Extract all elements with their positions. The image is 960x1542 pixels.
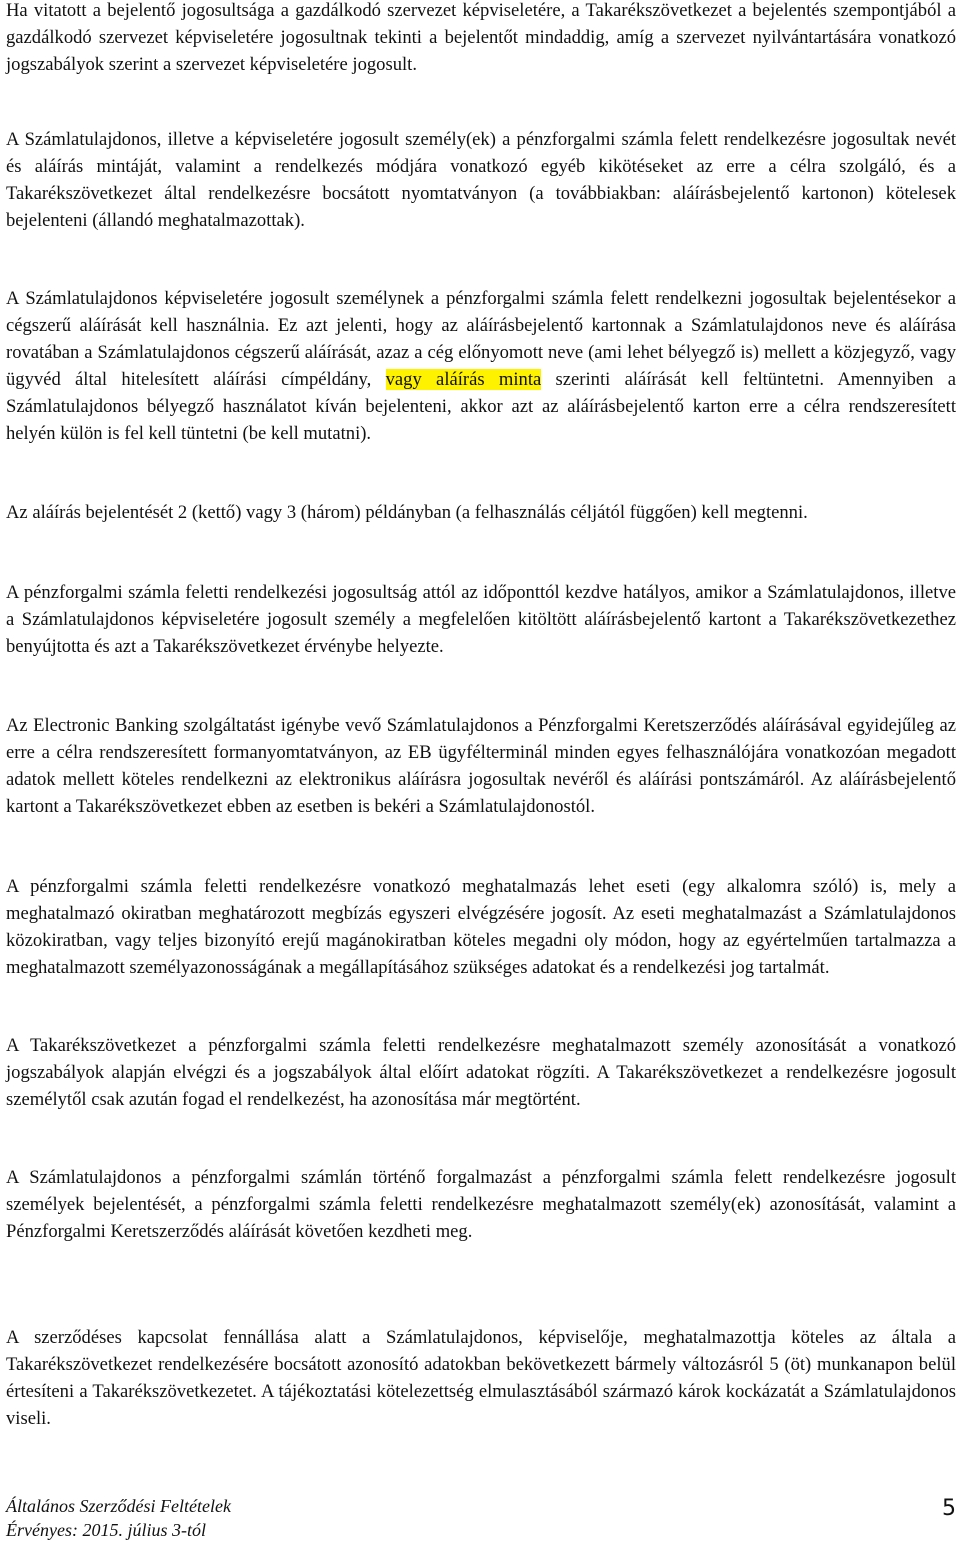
paragraph-start-of-transactions: A Számlatulajdonos a pénzforgalmi számlán történő forgalmazást a pénzforgalmi számla felett rendelkezésre jogosult személyek bejelentését, a pénzforgalmi számla feletti rendelkezésre meghatalmazott személy(ek) azonosítását, valamint a Pénzforgalmi Keretszerződés aláírását követően kezdheti meg. <box>6 1167 956 1242</box>
page-footer <box>6 1494 231 1542</box>
paragraph-change-notification: A szerződéses kapcsolat fennállása alatt a Számlatulajdonos, képviselője, meghatalmazottja köteles az általa a Takarékszövetkezet rendelkezésére bocsátott azonosító adatokban bekövetkezett bármely változásról 5 (öt) munkanapon belül értesíteni a Takarékszövetkezetet. A tájékoztatási kötelezettség elmulasztásából származó károk kockázatát a Számlatulajdonos viseli. <box>6 1327 956 1429</box>
paragraph-identification: A Takarékszövetkezet a pénzforgalmi számla feletti rendelkezésre meghatalmazott személy azonosítását a vonatkozó jogszabályok alapján elvégzi és a jogszabályok által előírt adatokat rögzíti. A Takarékszövetkezet a rendelkezésre jogosult személytől csak azután fogad el rendelkezést, ha azonosítása már megtörtént. <box>6 1035 956 1110</box>
paragraph-company-signature <box>6 286 956 447</box>
paragraph-representation-dispute: Ha vitatott a bejelentő jogosultsága a gazdálkodó szervezet képviseletére, a Takarékszövetkezet a bejelentés szempontjából a gazdálkodó szervezet képviseletére jogosultnak tekinti a bejelentőt mindaddig, amíg a szervezet nyilvántartására vonatkozó jogszabályok szerint a szervezet képviseletére jogosult. <box>6 0 956 75</box>
footer-document-title: Általános Szerződési Feltételek <box>6 1496 231 1516</box>
paragraph-signature-specimen: A Számlatulajdonos, illetve a képviseletére jogosult személy(ek) a pénzforgalmi számla felett rendelkezésre jogosultak nevét és aláírás mintáját, valamint a rendelkezés módjára vonatkozó egyéb kikötéseket az erre a célra szolgáló, és a Takarékszövetkezet által rendelkezésre bocsátott nyomtatványon (a továbbiakban: aláírásbejelentő kartonon) kötelesek bejelenteni (állandó meghatalmazottak). <box>6 129 956 231</box>
highlighted-text: vagy aláírás minta <box>385 368 542 390</box>
paragraph-electronic-banking: Az Electronic Banking szolgáltatást igénybe vevő Számlatulajdonos a Pénzforgalmi Keretszerződés aláírásával egyidejűleg az erre a célra rendszeresített formanyomtatványon, az EB ügyfélterminál minden egyes felhasználójára vonatkozóan megadott adatok mellett köteles rendelkezni az elektronikus aláírásra jogosultak nevéről és aláírási pontszámáról. Az aláírásbejelentő kartont a Takarékszövetkezet ebben az esetben is bekéri a Számlatulajdonostól. <box>6 715 956 817</box>
paragraph-company-signature-part-2: szerinti aláírását kell feltüntetni. Amennyiben a Számlatulajdonos bélyegző használatot kíván bejelenteni, akkor azt az aláírásbejelentő karton erre a célra rendszeresített helyén külön is fel kell tüntetni (be kell mutatni). <box>6 368 956 444</box>
page-number: 5 <box>942 1496 956 1521</box>
paragraph-one-off-authorization: A pénzforgalmi számla feletti rendelkezésre vonatkozó meghatalmazás lehet eseti (egy alkalomra szóló) is, mely a meghatalmazó okiratban meghatározott megbízás egyszeri elvégzésére jogosít. Az eseti meghatalmazást a Számlatulajdonos közokiratban, vagy teljes bizonyító erejű magánokiratban köteles megadni oly módon, hogy az egyértelműen tartalmazza a meghatalmazott személyazonosságának a megállapításához szükséges adatokat és a rendelkezési jog tartalmát. <box>6 876 956 978</box>
paragraph-company-signature-part-1: A Számlatulajdonos képviseletére jogosult személynek a pénzforgalmi számla felett rendelkezni jogosultak bejelentésekor a cégszerű aláírását kell használnia. Ez azt jelenti, hogy az aláírásbejelentő kartonnak a Számlatulajdonos neve és aláírása rovatában a Számlatulajdonos cégszerű aláírását, azaz a cég előnyomott neve (ami lehet bélyegző is) mellett a közjegyző, vagy ügyvéd által hitelesített aláírási címpéldány, <box>6 288 956 390</box>
paragraph-copies: Az aláírás bejelentését 2 (kettő) vagy 3 (három) példányban (a felhasználás céljától függően) kell megtenni. <box>6 502 808 523</box>
footer-validity-date: Érvényes: 2015. július 3-tól <box>6 1520 206 1540</box>
paragraph-effective-authority: A pénzforgalmi számla feletti rendelkezési jogosultság attól az időponttól kezdve hatályos, amikor a Számlatulajdonos, illetve a Számlatulajdonos képviseletére jogosult személy a megfelelően kitöltött aláírásbejelentő kartont a Takarékszövetkezethez benyújtotta és azt a Takarékszövetkezet érvénybe helyezte. <box>6 582 956 657</box>
